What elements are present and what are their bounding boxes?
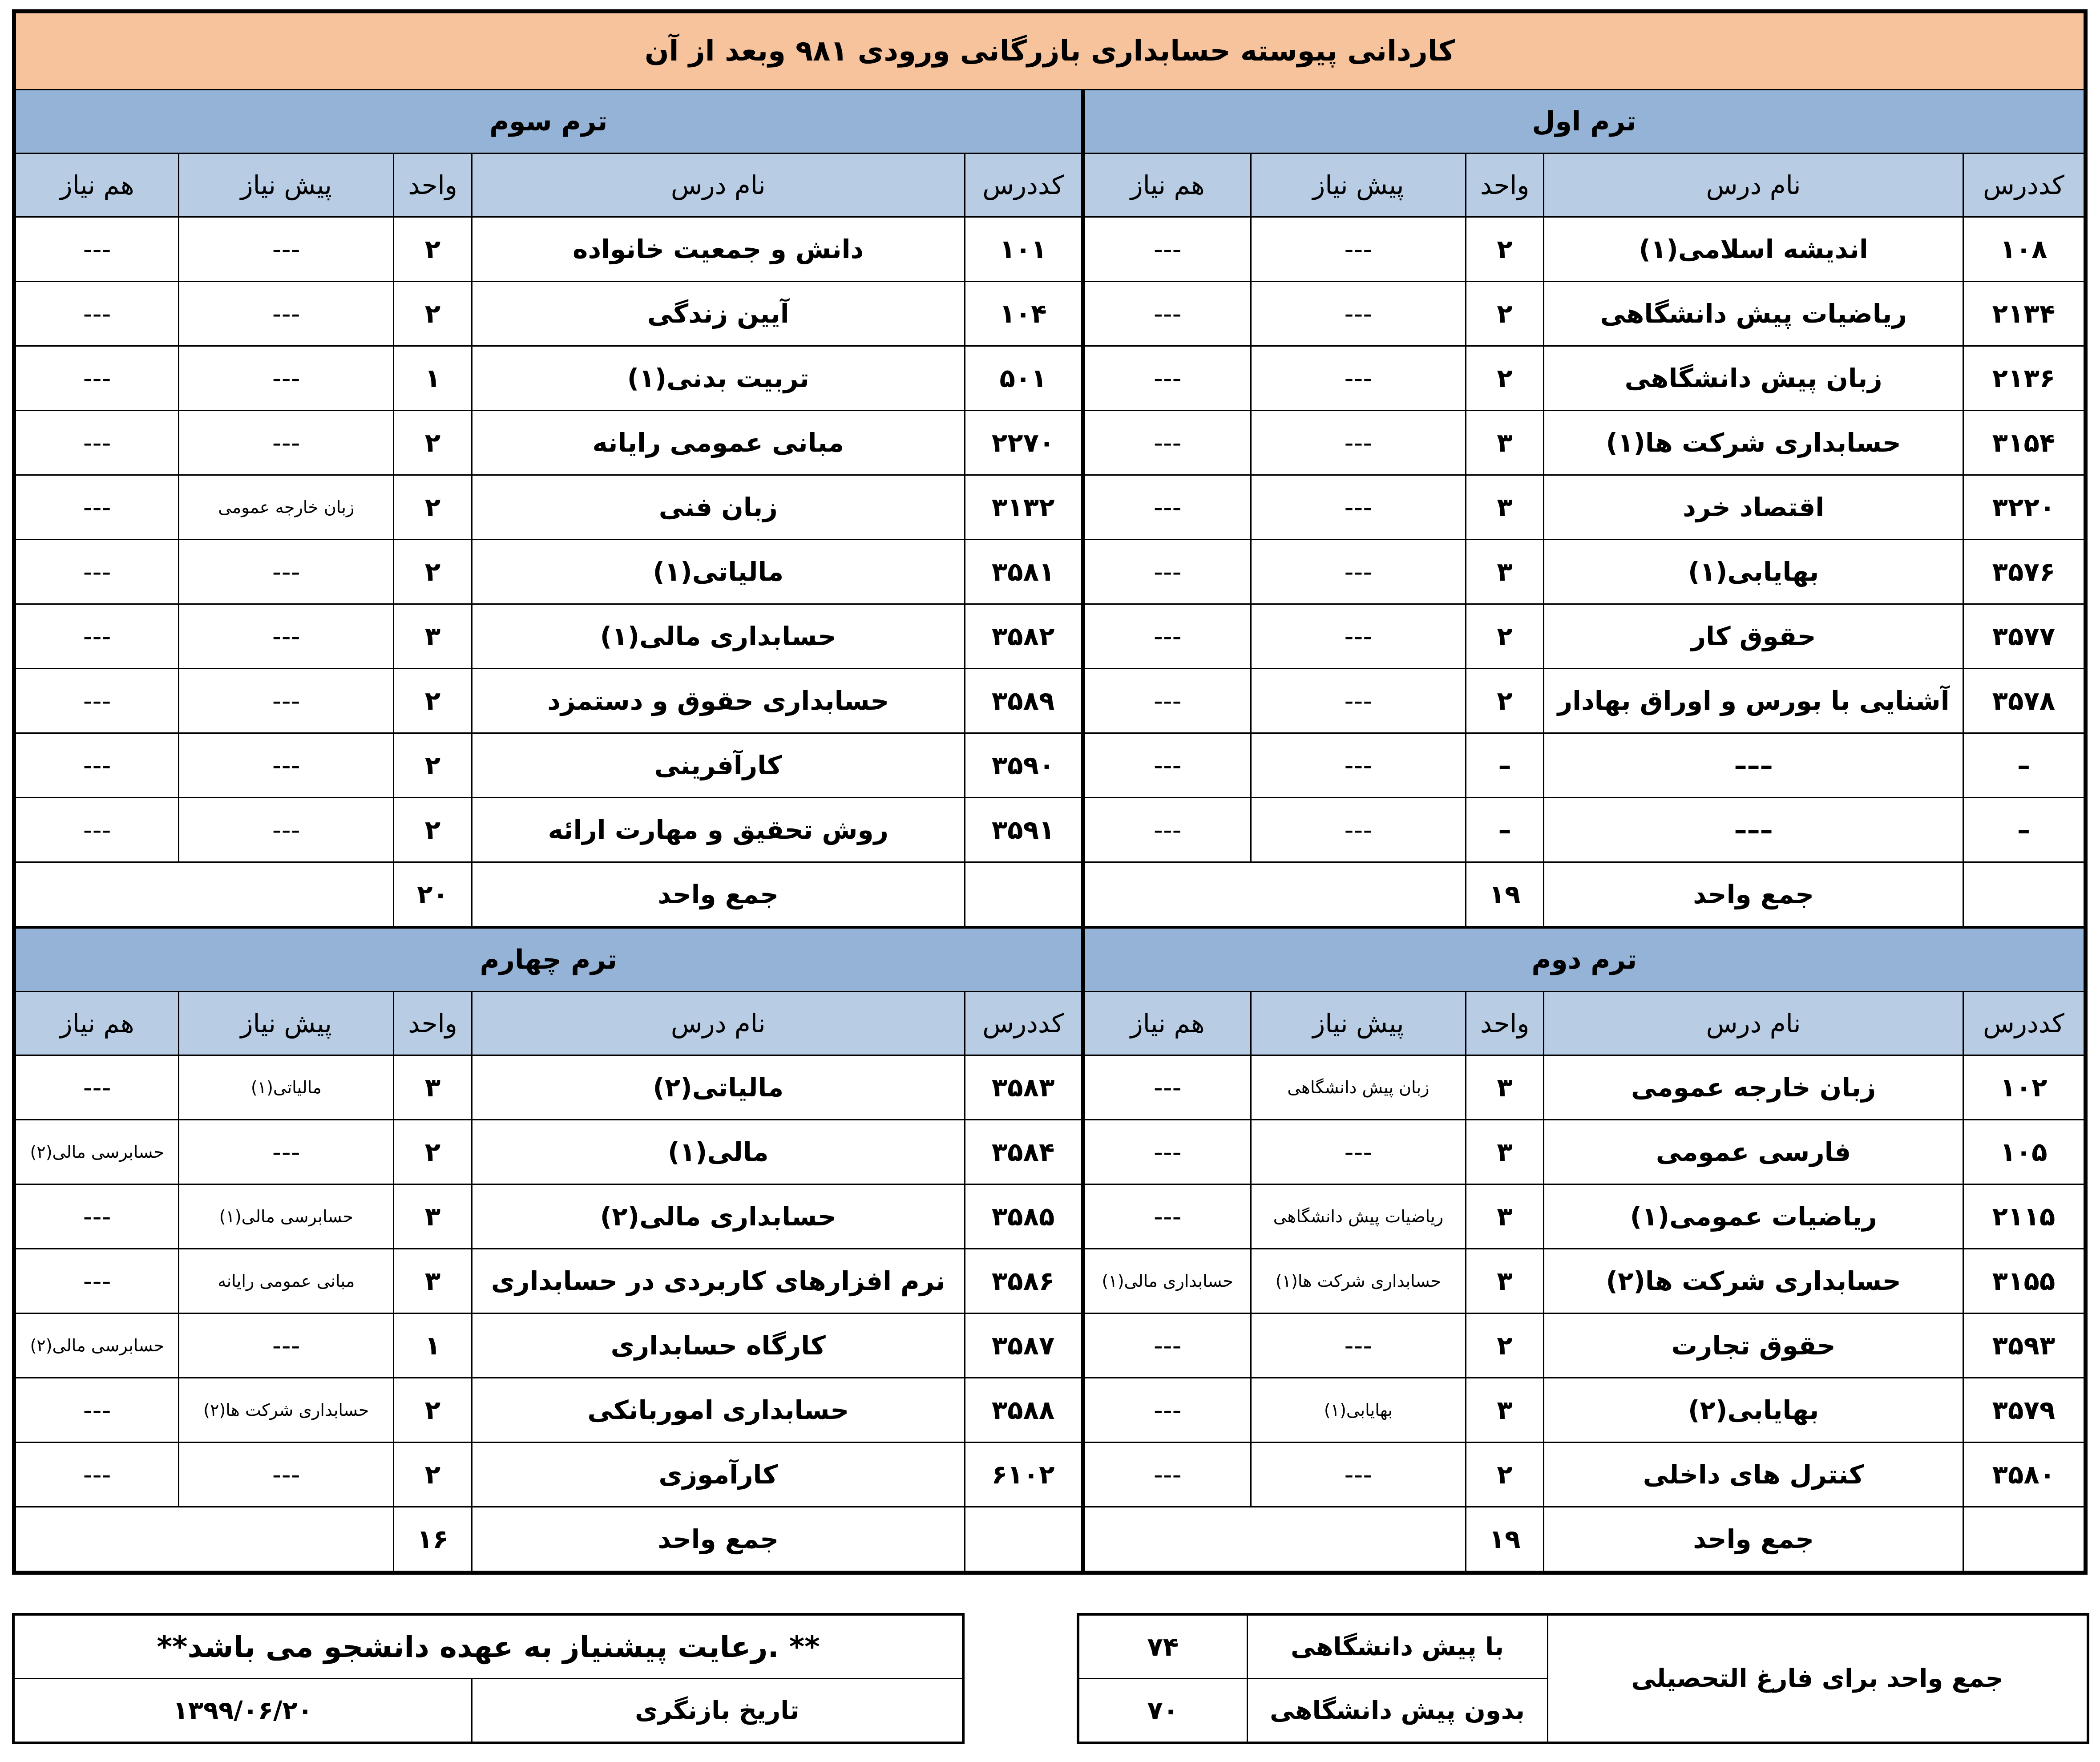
- term1-prereq: ---: [1251, 346, 1466, 411]
- term3-total-value: ۲۰: [394, 862, 472, 928]
- term1-course-name: بهایابی(۱): [1544, 540, 1963, 604]
- page-title: کاردانی پیوسته حسابداری بازرگانی ورودی ۹۸۱ وبعد از آن: [14, 12, 2086, 90]
- term3-coreq: ---: [14, 282, 179, 346]
- term2-unit: ۳: [1466, 1055, 1544, 1120]
- term1-prereq: ---: [1251, 798, 1466, 862]
- term2-course-code: ۳۵۷۹: [1963, 1378, 2085, 1443]
- with-pre-university-label: با پیش دانشگاهی: [1247, 1614, 1547, 1679]
- term3-prereq: ---: [179, 282, 394, 346]
- term2-prereq: بهایابی(۱): [1251, 1378, 1466, 1443]
- term4-unit: ۳: [394, 1184, 472, 1249]
- term1-coreq: ---: [1083, 798, 1251, 862]
- term4-prereq: ---: [179, 1443, 394, 1507]
- term2-header-prereq: پیش نیاز: [1251, 992, 1466, 1055]
- term3-prereq: ---: [179, 669, 394, 733]
- term1-course-name: اقتصاد خرد: [1544, 475, 1963, 540]
- term4-prereq: مالیاتی(۱): [179, 1055, 394, 1120]
- term3-coreq: ---: [14, 733, 179, 798]
- term2-course-name: ریاضیات عمومی(۱): [1544, 1184, 1963, 1249]
- term3-coreq: ---: [14, 604, 179, 669]
- term3-course-code: ۳۵۸۱: [965, 540, 1083, 604]
- term3-title: ترم سوم: [14, 90, 1083, 154]
- term1-coreq: ---: [1083, 733, 1251, 798]
- term1-course-code: ۲۱۳۶: [1963, 346, 2085, 411]
- revision-date-label: تاریخ بازنگری: [472, 1679, 963, 1743]
- term1-course-name: حسابداری شرکت ها(۱): [1544, 411, 1963, 475]
- term2-prereq: ---: [1251, 1313, 1466, 1378]
- revision-date-value: ۱۳۹۹/۰۶/۲۰: [13, 1679, 472, 1743]
- term1-total-label: جمع واحد: [1544, 862, 1963, 928]
- term4-unit: ۲: [394, 1443, 472, 1507]
- term2-header-unit: واحد: [1466, 992, 1544, 1055]
- term3-course-name: روش تحقیق و مهارت ارائه: [472, 798, 965, 862]
- term4-header-name: نام درس: [472, 992, 965, 1055]
- term3-prereq: زبان خارجه عمومی: [179, 475, 394, 540]
- term3-coreq: ---: [14, 346, 179, 411]
- term2-total-blank: [1083, 1507, 1466, 1573]
- term1-header-name: نام درس: [1544, 154, 1963, 217]
- term1-unit: ۳: [1466, 475, 1544, 540]
- term2-coreq: ---: [1083, 1443, 1251, 1507]
- term3-prereq: ---: [179, 798, 394, 862]
- term4-coreq: ---: [14, 1184, 179, 1249]
- term2-header-coreq: هم نیاز: [1083, 992, 1251, 1055]
- table-row: [14, 540, 2086, 604]
- term4-prereq: ---: [179, 1313, 394, 1378]
- term3-course-name: حسابداری مالی(۱): [472, 604, 965, 669]
- term1-prereq: ---: [1251, 217, 1466, 282]
- term3-unit: ۲: [394, 669, 472, 733]
- term2-unit: ۳: [1466, 1184, 1544, 1249]
- table-row: [14, 604, 2086, 669]
- curriculum-table: [12, 9, 2088, 1575]
- term3-header-name: نام درس: [472, 154, 965, 217]
- term3-course-name: مبانی عمومی رایانه: [472, 411, 965, 475]
- term1-course-code: ۳۵۷۶: [1963, 540, 2085, 604]
- term2-coreq: ---: [1083, 1120, 1251, 1184]
- term2-course-name: بهایابی(۲): [1544, 1378, 1963, 1443]
- term1-course-code: ۳۲۲۰: [1963, 475, 2085, 540]
- term3-coreq: ---: [14, 798, 179, 862]
- term3-prereq: ---: [179, 733, 394, 798]
- term1-coreq: ---: [1083, 540, 1251, 604]
- term1-course-code: ۱۰۸: [1963, 217, 2085, 282]
- with-pre-university-value: ۷۴: [1078, 1614, 1247, 1679]
- term3-course-code: ۳۵۸۹: [965, 669, 1083, 733]
- term1-course-code: ۳۵۷۸: [1963, 669, 2085, 733]
- term2-coreq: ---: [1083, 1055, 1251, 1120]
- term2-course-code: ۱۰۲: [1963, 1055, 2085, 1120]
- term4-course-code: ۶۱۰۲: [965, 1443, 1083, 1507]
- term2-coreq: ---: [1083, 1378, 1251, 1443]
- term4-header-unit: واحد: [394, 992, 472, 1055]
- term3-prereq: ---: [179, 346, 394, 411]
- term4-coreq: ---: [14, 1443, 179, 1507]
- term3-coreq: ---: [14, 475, 179, 540]
- term2-prereq: ریاضیات پیش دانشگاهی: [1251, 1184, 1466, 1249]
- term4-course-name: حسابداری مالی(۲): [472, 1184, 965, 1249]
- term4-prereq: حسابداری شرکت ها(۲): [179, 1378, 394, 1443]
- term3-course-code: ۵۰۱: [965, 346, 1083, 411]
- term3-unit: ۳: [394, 604, 472, 669]
- term3-course-name: دانش و جمعیت خانواده: [472, 217, 965, 282]
- term1-header-unit: واحد: [1466, 154, 1544, 217]
- table-row: [14, 282, 2086, 346]
- term2-coreq: ---: [1083, 1184, 1251, 1249]
- prerequisite-note: **رعایت پیشنیاز به عهده دانشجو می باشد. **: [13, 1614, 963, 1679]
- term2-coreq: حسابداری مالی(۱): [1083, 1249, 1251, 1313]
- term4-course-code: ۳۵۸۸: [965, 1378, 1083, 1443]
- term2-unit: ۲: [1466, 1313, 1544, 1378]
- term1-unit: ۳: [1466, 540, 1544, 604]
- table-row: [14, 1313, 2086, 1378]
- table-row: [14, 798, 2086, 862]
- term1-coreq: ---: [1083, 475, 1251, 540]
- term2-course-name: حقوق تجارت: [1544, 1313, 1963, 1378]
- table-row: [14, 669, 2086, 733]
- table-row: [14, 1378, 2086, 1443]
- term1-prereq: ---: [1251, 411, 1466, 475]
- term2-unit: ۳: [1466, 1378, 1544, 1443]
- term4-course-code: ۳۵۸۶: [965, 1249, 1083, 1313]
- term3-unit: ۲: [394, 733, 472, 798]
- term3-unit: ۲: [394, 540, 472, 604]
- total-row: [14, 862, 2086, 928]
- table-row: [14, 1184, 2086, 1249]
- term2-header-name: نام درس: [1544, 992, 1963, 1055]
- term2-course-name: فارسی عمومی: [1544, 1120, 1963, 1184]
- term4-course-name: مالیاتی(۲): [472, 1055, 965, 1120]
- term1-header-code: کددرس: [1963, 154, 2085, 217]
- term2-prereq: ---: [1251, 1443, 1466, 1507]
- term1-course-code: ۲۱۳۴: [1963, 282, 2085, 346]
- term2-course-code: ۱۰۵: [1963, 1120, 2085, 1184]
- term3-prereq: ---: [179, 604, 394, 669]
- table-row: [14, 411, 2086, 475]
- term1-course-name: ریاضیات پیش دانشگاهی: [1544, 282, 1963, 346]
- term4-course-name: کارگاه حسابداری: [472, 1313, 965, 1378]
- table-row: [14, 346, 2086, 411]
- term3-course-code: ۳۱۳۲: [965, 475, 1083, 540]
- term3-course-code: ۳۵۹۱: [965, 798, 1083, 862]
- table-row: [14, 1120, 2086, 1184]
- term4-course-name: حسابداری اموربانکی: [472, 1378, 965, 1443]
- term4-coreq: ---: [14, 1055, 179, 1120]
- term4-course-code: ۳۵۸۵: [965, 1184, 1083, 1249]
- term4-unit: ۲: [394, 1378, 472, 1443]
- term4-total-blank: [14, 1507, 394, 1573]
- term1-coreq: ---: [1083, 411, 1251, 475]
- term4-prereq: حسابرسی مالی(۱): [179, 1184, 394, 1249]
- term2-title: ترم دوم: [1083, 927, 2086, 992]
- term1-unit: ۲: [1466, 282, 1544, 346]
- term2-coreq: ---: [1083, 1313, 1251, 1378]
- table-row: [14, 1443, 2086, 1507]
- term3-total-blank-end: [965, 862, 1083, 928]
- term4-unit: ۲: [394, 1120, 472, 1184]
- term1-total-blank-end: [1963, 862, 2085, 928]
- term1-header-prereq: پیش نیاز: [1251, 154, 1466, 217]
- term1-unit: ۲: [1466, 346, 1544, 411]
- term2-course-code: ۳۱۵۵: [1963, 1249, 2085, 1313]
- without-pre-university-label: بدون پیش دانشگاهی: [1247, 1679, 1547, 1743]
- term1-course-code: –: [1963, 798, 2085, 862]
- term4-coreq: حسابرسی مالی(۲): [14, 1120, 179, 1184]
- term3-course-name: تربیت بدنی(۱): [472, 346, 965, 411]
- term4-title: ترم چهارم: [14, 927, 1083, 992]
- term3-unit: ۲: [394, 475, 472, 540]
- term4-course-name: مالی(۱): [472, 1120, 965, 1184]
- term2-prereq: ---: [1251, 1120, 1466, 1184]
- term4-coreq: حسابرسی مالی(۲): [14, 1313, 179, 1378]
- term3-total-label: جمع واحد: [472, 862, 965, 928]
- term1-header-coreq: هم نیاز: [1083, 154, 1251, 217]
- term3-course-name: حسابداری حقوق و دستمزد: [472, 669, 965, 733]
- term3-header-unit: واحد: [394, 154, 472, 217]
- term2-course-name: زبان خارجه عمومی: [1544, 1055, 1963, 1120]
- term2-course-code: ۳۵۸۰: [1963, 1443, 2085, 1507]
- term1-total-value: ۱۹: [1466, 862, 1544, 928]
- table-row: [14, 217, 2086, 282]
- graduation-units-label: جمع واحد برای فارغ التحصیلی: [1547, 1614, 2088, 1743]
- graduation-totals-table: [1077, 1613, 2089, 1744]
- term1-coreq: ---: [1083, 282, 1251, 346]
- table-row: [14, 1249, 2086, 1313]
- term3-unit: ۲: [394, 411, 472, 475]
- term4-prereq: مبانی عمومی رایانه: [179, 1249, 394, 1313]
- term4-unit: ۱: [394, 1313, 472, 1378]
- term4-unit: ۳: [394, 1055, 472, 1120]
- term4-total-label: جمع واحد: [472, 1507, 965, 1573]
- term1-course-code: ۳۱۵۴: [1963, 411, 2085, 475]
- term1-course-name: –––: [1544, 798, 1963, 862]
- term4-header-coreq: هم نیاز: [14, 992, 179, 1055]
- term1-prereq: ---: [1251, 733, 1466, 798]
- term3-course-code: ۱۰۴: [965, 282, 1083, 346]
- term4-header-prereq: پیش نیاز: [179, 992, 394, 1055]
- term1-unit: ۳: [1466, 411, 1544, 475]
- term2-unit: ۳: [1466, 1249, 1544, 1313]
- term1-unit: –: [1466, 733, 1544, 798]
- term4-course-name: نرم افزارهای کاربردی در حسابداری: [472, 1249, 965, 1313]
- term1-course-code: ۳۵۷۷: [1963, 604, 2085, 669]
- term4-total-blank-end: [965, 1507, 1083, 1573]
- term1-course-name: اندیشه اسلامی(۱): [1544, 217, 1963, 282]
- term2-course-name: کنترل های داخلی: [1544, 1443, 1963, 1507]
- term1-coreq: ---: [1083, 217, 1251, 282]
- term1-course-code: –: [1963, 733, 2085, 798]
- term4-course-code: ۳۵۸۷: [965, 1313, 1083, 1378]
- term4-coreq: ---: [14, 1378, 179, 1443]
- term1-prereq: ---: [1251, 540, 1466, 604]
- term3-course-name: مالیاتی(۱): [472, 540, 965, 604]
- term3-course-code: ۳۵۸۲: [965, 604, 1083, 669]
- term2-prereq: حسابداری شرکت ها(۱): [1251, 1249, 1466, 1313]
- term2-total-label: جمع واحد: [1544, 1507, 1963, 1573]
- term1-unit: –: [1466, 798, 1544, 862]
- term3-course-name: زبان فنی: [472, 475, 965, 540]
- term1-unit: ۲: [1466, 217, 1544, 282]
- term2-unit: ۳: [1466, 1120, 1544, 1184]
- table-row: [14, 1055, 2086, 1120]
- term3-total-blank: [14, 862, 394, 928]
- term1-prereq: ---: [1251, 282, 1466, 346]
- term1-title: ترم اول: [1083, 90, 2086, 154]
- term4-course-name: کارآموزی: [472, 1443, 965, 1507]
- term1-course-name: –––: [1544, 733, 1963, 798]
- term4-course-code: ۳۵۸۴: [965, 1120, 1083, 1184]
- term1-course-name: آشنایی با بورس و اوراق بهادار: [1544, 669, 1963, 733]
- term3-header-coreq: هم نیاز: [14, 154, 179, 217]
- term2-header-code: کددرس: [1963, 992, 2085, 1055]
- term3-prereq: ---: [179, 411, 394, 475]
- term1-course-name: حقوق کار: [1544, 604, 1963, 669]
- term3-unit: ۲: [394, 798, 472, 862]
- term1-unit: ۲: [1466, 669, 1544, 733]
- table-row: [14, 733, 2086, 798]
- term3-course-code: ۱۰۱: [965, 217, 1083, 282]
- term4-unit: ۳: [394, 1249, 472, 1313]
- term2-course-code: ۲۱۱۵: [1963, 1184, 2085, 1249]
- term3-course-name: کارآفرینی: [472, 733, 965, 798]
- term2-course-code: ۳۵۹۳: [1963, 1313, 2085, 1378]
- term1-prereq: ---: [1251, 669, 1466, 733]
- term3-unit: ۲: [394, 282, 472, 346]
- total-row: [14, 1507, 2086, 1573]
- term1-prereq: ---: [1251, 604, 1466, 669]
- without-pre-university-value: ۷۰: [1078, 1679, 1247, 1743]
- term1-coreq: ---: [1083, 346, 1251, 411]
- term3-header-prereq: پیش نیاز: [179, 154, 394, 217]
- term3-prereq: ---: [179, 540, 394, 604]
- term3-unit: ۱: [394, 346, 472, 411]
- term1-prereq: ---: [1251, 475, 1466, 540]
- term2-course-name: حسابداری شرکت ها(۲): [1544, 1249, 1963, 1313]
- term3-coreq: ---: [14, 669, 179, 733]
- term1-total-blank: [1083, 862, 1466, 928]
- term1-coreq: ---: [1083, 669, 1251, 733]
- term2-total-value: ۱۹: [1466, 1507, 1544, 1573]
- term3-coreq: ---: [14, 411, 179, 475]
- term2-unit: ۲: [1466, 1443, 1544, 1507]
- term1-course-name: زبان پیش دانشگاهی: [1544, 346, 1963, 411]
- term3-prereq: ---: [179, 217, 394, 282]
- term3-coreq: ---: [14, 217, 179, 282]
- term2-prereq: زبان پیش دانشگاهی: [1251, 1055, 1466, 1120]
- table-row: [14, 475, 2086, 540]
- term3-course-code: ۲۲۷۰: [965, 411, 1083, 475]
- term4-prereq: ---: [179, 1120, 394, 1184]
- term4-header-code: کددرس: [965, 992, 1083, 1055]
- term3-course-name: آیین زندگی: [472, 282, 965, 346]
- term4-total-value: ۱۶: [394, 1507, 472, 1573]
- term1-coreq: ---: [1083, 604, 1251, 669]
- term3-coreq: ---: [14, 540, 179, 604]
- term4-coreq: ---: [14, 1249, 179, 1313]
- term2-total-blank-end: [1963, 1507, 2085, 1573]
- term3-unit: ۲: [394, 217, 472, 282]
- term4-course-code: ۳۵۸۳: [965, 1055, 1083, 1120]
- term3-header-code: کددرس: [965, 154, 1083, 217]
- term3-course-code: ۳۵۹۰: [965, 733, 1083, 798]
- note-table: [12, 1613, 965, 1744]
- term1-unit: ۲: [1466, 604, 1544, 669]
